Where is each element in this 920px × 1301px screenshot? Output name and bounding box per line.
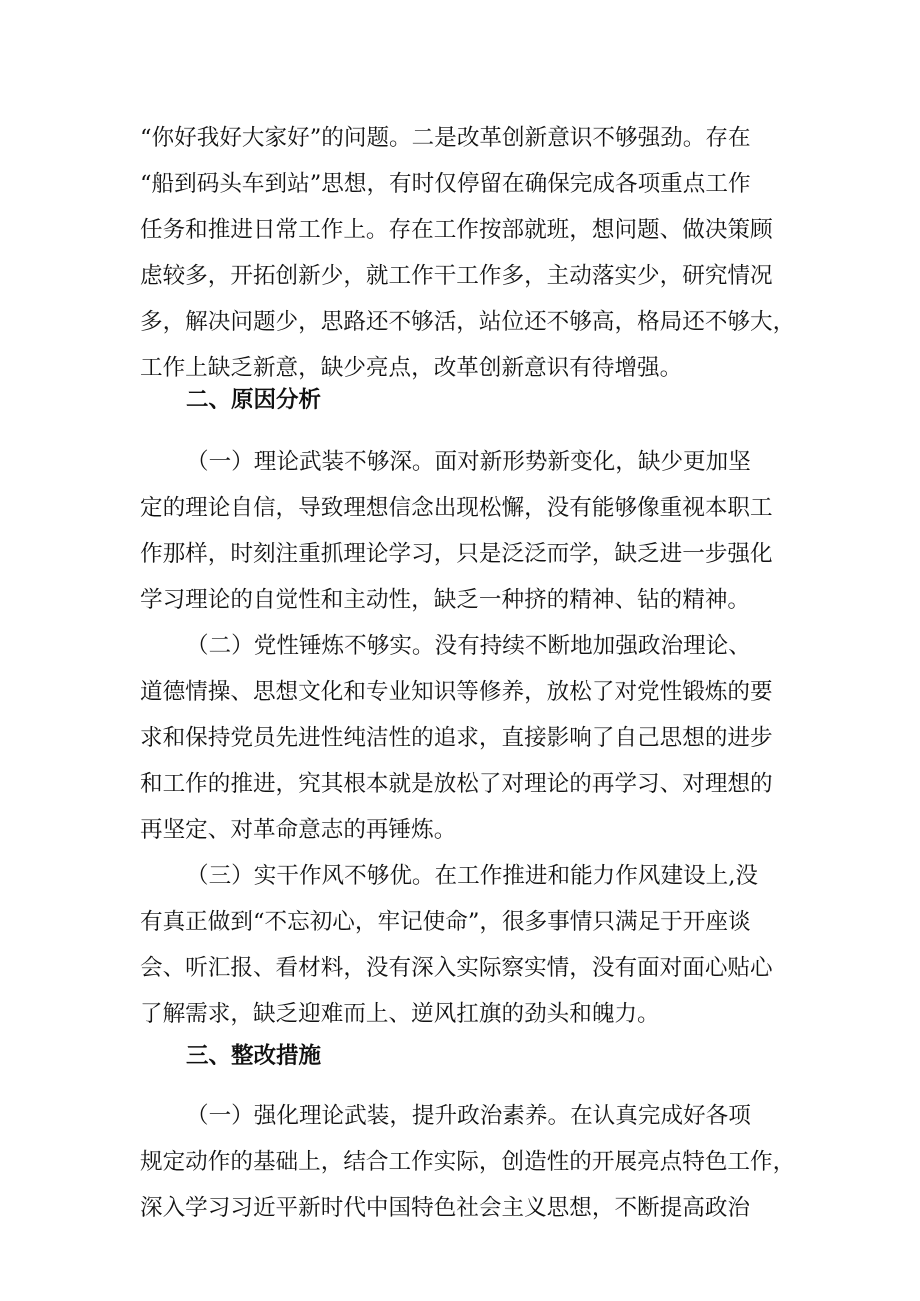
text-content: 工作上缺乏新意，缺少亮点，改革创新意识有待增强。	[140, 355, 683, 381]
text-content: 学习理论的自觉性和主动性，缺乏一种挤的精神、钻的精神。	[140, 587, 751, 613]
body-text-line	[140, 302, 796, 342]
text-content: 多，解决问题少，思路还不够活，站位还不够高，格局还不够大，	[140, 309, 796, 335]
body-text-line	[140, 764, 788, 804]
text-content: 规定动作的基础上，结合工作实际，创造性的开展亮点特色工作，	[140, 1149, 796, 1175]
body-text-line	[140, 210, 788, 250]
text-content: 任务和推进日常工作上。存在工作按部就班，想问题、做决策顾	[140, 217, 773, 243]
body-text-line	[140, 488, 788, 528]
body-text-line	[140, 948, 788, 988]
text-content: （一）理论武装不够深。面对新形势新变化，缺少更加坚	[186, 449, 751, 475]
body-text-line	[140, 810, 788, 850]
body-text-line	[140, 1142, 796, 1182]
body-text-line	[186, 626, 788, 666]
text-content: 定的理论自信，导致理想信念出现松懈，没有能够像重视本职工	[140, 495, 773, 521]
body-text-line	[140, 164, 788, 204]
section-heading-text: 二、原因分析	[186, 387, 322, 413]
body-text-line	[140, 256, 788, 296]
text-content: 道德情操、思想文化和专业知识等修养，放松了对党性锻炼的要	[140, 679, 773, 705]
section-heading	[186, 378, 486, 422]
text-content: 和工作的推进，究其根本就是放松了对理论的再学习、对理想的	[140, 771, 773, 797]
body-text-line	[186, 856, 788, 896]
text-content: 作那样，时刻注重抓理论学习，只是泛泛而学，缺乏进一步强化	[140, 541, 773, 567]
body-text-line	[140, 672, 788, 712]
text-content: 有真正做到“不忘初心，牢记使命”，很多事情只满足于开座谈	[140, 909, 751, 935]
text-content: 深入学习习近平新时代中国特色社会主义思想，不断提高政治	[140, 1195, 751, 1221]
text-content: （三）实干作风不够优。在工作推进和能力作风建设上,没	[186, 863, 759, 889]
body-text-line	[140, 534, 788, 574]
section-heading-text: 三、整改措施	[186, 1043, 322, 1069]
body-text-line	[140, 580, 788, 620]
text-content: （一）强化理论武装，提升政治素养。在认真完成好各项	[186, 1103, 751, 1129]
body-text-line	[186, 1096, 788, 1136]
text-content: 虑较多，开拓创新少，就工作干工作多，主动落实少，研究情况	[140, 263, 773, 289]
text-content: 会、听汇报、看材料，没有深入实际察实情，没有面对面心贴心	[140, 955, 773, 981]
text-content: “船到码头车到站”思想，有时仅停留在确保完成各项重点工作	[140, 171, 751, 197]
text-content: “你好我好大家好”的问题。二是改革创新意识不够强劲。存在	[140, 125, 751, 151]
body-text-line	[140, 902, 788, 942]
body-text-line	[140, 1188, 788, 1228]
body-text-line	[140, 118, 788, 158]
section-heading	[186, 1034, 486, 1078]
body-text-line	[186, 442, 788, 482]
body-text-line	[140, 994, 788, 1034]
text-content: 求和保持党员先进性纯洁性的追求，直接影响了自己思想的进步	[140, 725, 773, 751]
text-content: （二）党性锤炼不够实。没有持续不断地加强政治理论、	[186, 633, 751, 659]
text-content: 了解需求，缺乏迎难而上、逆风扛旗的劲头和魄力。	[140, 1001, 660, 1027]
body-text-line	[140, 718, 788, 758]
text-content: 再坚定、对革命意志的再锤炼。	[140, 817, 457, 843]
